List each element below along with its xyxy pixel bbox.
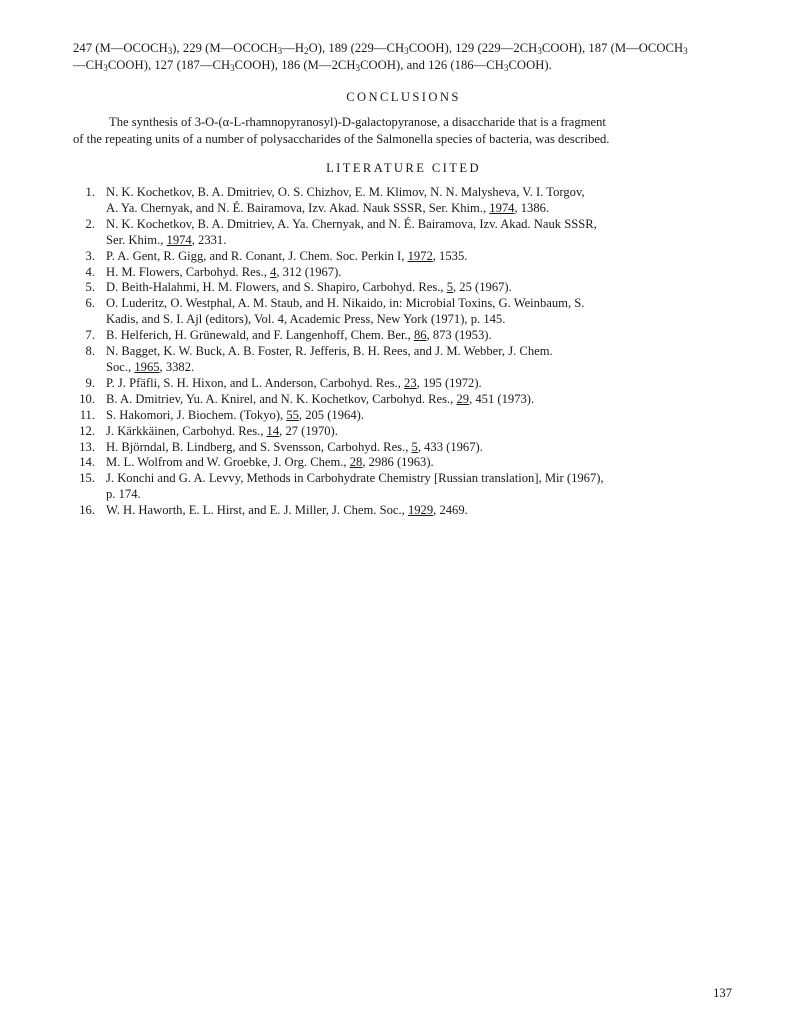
reference-item [73, 424, 739, 440]
reference-item [73, 455, 739, 471]
reference-number: 13. [79, 439, 95, 454]
reference-text: N. K. Kochetkov, B. A. Dmitriev, O. S. Chizhov, E. M. Klimov, N. N. Malysheva, V. I. Torgov, [106, 185, 585, 199]
reference-item [73, 280, 739, 296]
reference-item [73, 471, 739, 503]
reference-item [73, 217, 739, 249]
reference-number: 5. [85, 280, 95, 295]
conclusions-line: of the repeating units of a number of polysaccharides of the Salmonella species of bacteria, was described. [73, 132, 610, 146]
reference-text: H. Björndal, B. Lindberg, and S. Svensson, Carbohyd. Res., 5, 433 (1967). [106, 439, 483, 454]
reference-text: p. 174. [106, 487, 141, 502]
reference-list [73, 185, 739, 519]
reference-text: O. Luderitz, O. Westphal, A. M. Staub, and H. Nikaido, in: Microbial Toxins, G. Weinbaum, S. [106, 296, 585, 311]
reference-item [73, 376, 739, 392]
reference-number: 8. [85, 344, 95, 359]
reference-text: B. A. Dmitriev, Yu. A. Knirel, and N. K. Kochetkov, Carbohyd. Res., 29, 451 (1973). [106, 391, 535, 406]
conclusions-heading: CONCLUSIONS [346, 90, 461, 104]
reference-number: 12. [79, 423, 95, 438]
reference-item [73, 408, 739, 424]
page-number: 137 [713, 986, 732, 1000]
carryover-line: 247 $(M—OCOCH_3)$, 229 $(M—OCOCH_3—H_2O)$, 189 $(229—CH_3COOH)$, 129 $(229—2CH_3COOH)$, 187 ($M—OCOCH_3$ [73, 41, 688, 56]
reference-item [73, 249, 739, 265]
reference-number: 7. [85, 328, 95, 343]
reference-number: 11. [79, 407, 95, 422]
reference-item [73, 392, 739, 408]
reference-number: 1. [85, 185, 95, 199]
reference-number: 16. [79, 503, 95, 518]
literature-cited-heading: LITERATURE CITED [326, 161, 481, 175]
reference-item [73, 344, 739, 376]
reference-text: N. Bagget, K. W. Buck, A. B. Foster, R. Jefferis, B. H. Rees, and J. M. Webber, J. Chem. [106, 344, 553, 359]
reference-text: W. H. Haworth, E. L. Hirst, and E. J. Miller, J. Chem. Soc., 1929, 2469. [106, 503, 468, 518]
reference-text: M. L. Wolfrom and W. Groebke, J. Org. Chem., 28, 2986 (1963). [106, 455, 434, 470]
reference-text: D. Beith-Halahmi, H. M. Flowers, and S. Shapiro, Carbohyd. Res., 5, 25 (1967). [106, 280, 512, 295]
carryover-line: $—CH_3COOH$), 127 $(187—CH_3COOH)$, 186 $(M—2CH_3COOH)$, and 126 $(186—CH_3COOH)$. [73, 58, 552, 73]
reference-text: Kadis, and S. I. Ajl (editors), Vol. 4, Academic Press, New York (1971), p. 145. [106, 312, 506, 327]
reference-number: 15. [79, 471, 95, 486]
reference-text: Ser. Khim., 1974, 2331. [106, 232, 227, 247]
reference-item [73, 185, 739, 217]
reference-number: 3. [85, 248, 95, 263]
reference-number: 14. [79, 455, 95, 470]
reference-text: N. K. Kochetkov, B. A. Dmitriev, A. Ya. Chernyak, and N. É. Bairamova, Izv. Akad. Nauk SSSR, [106, 216, 597, 231]
mass-spectrum-continuation [73, 40, 739, 74]
reference-number: 10. [79, 391, 95, 406]
conclusions-line: The synthesis of 3-O-(α-L-rhamnopyranosyl)-D-galactopyranose, a disaccharide that is a fragment [109, 115, 606, 129]
reference-text: P. J. Pfäfli, S. H. Hixon, and L. Anderson, Carbohyd. Res., 23, 195 (1972). [106, 375, 482, 390]
conclusions-paragraph [73, 114, 739, 148]
reference-item [73, 296, 739, 328]
reference-item [73, 328, 739, 344]
reference-text: Soc., 1965, 3382. [106, 359, 195, 374]
reference-item [73, 440, 739, 456]
reference-text: S. Hakomori, J. Biochem. (Tokyo), 55, 205 (1964). [106, 407, 364, 422]
reference-text: B. Helferich, H. Grünewald, and F. Langenhoff, Chem. Ber., 86, 873 (1953). [106, 328, 492, 343]
reference-text: J. Kärkkäinen, Carbohyd. Res., 14, 27 (1970). [106, 423, 338, 438]
reference-number: 9. [85, 375, 95, 390]
reference-text: J. Konchi and G. A. Levvy, Methods in Carbohydrate Chemistry [Russian translation], Mir (1967), [106, 471, 604, 486]
reference-number: 4. [85, 264, 95, 279]
reference-number: 2. [85, 216, 95, 231]
reference-item [73, 503, 739, 519]
reference-item [73, 265, 739, 281]
reference-text: H. M. Flowers, Carbohyd. Res., 4, 312 (1967). [106, 264, 342, 279]
reference-text: A. Ya. Chernyak, and N. É. Bairamova, Izv. Akad. Nauk SSSR, Ser. Khim., 1974, 1386. [106, 200, 550, 215]
reference-number: 6. [85, 296, 95, 311]
reference-text: P. A. Gent, R. Gigg, and R. Conant, J. Chem. Soc. Perkin I, 1972, 1535. [106, 248, 468, 263]
